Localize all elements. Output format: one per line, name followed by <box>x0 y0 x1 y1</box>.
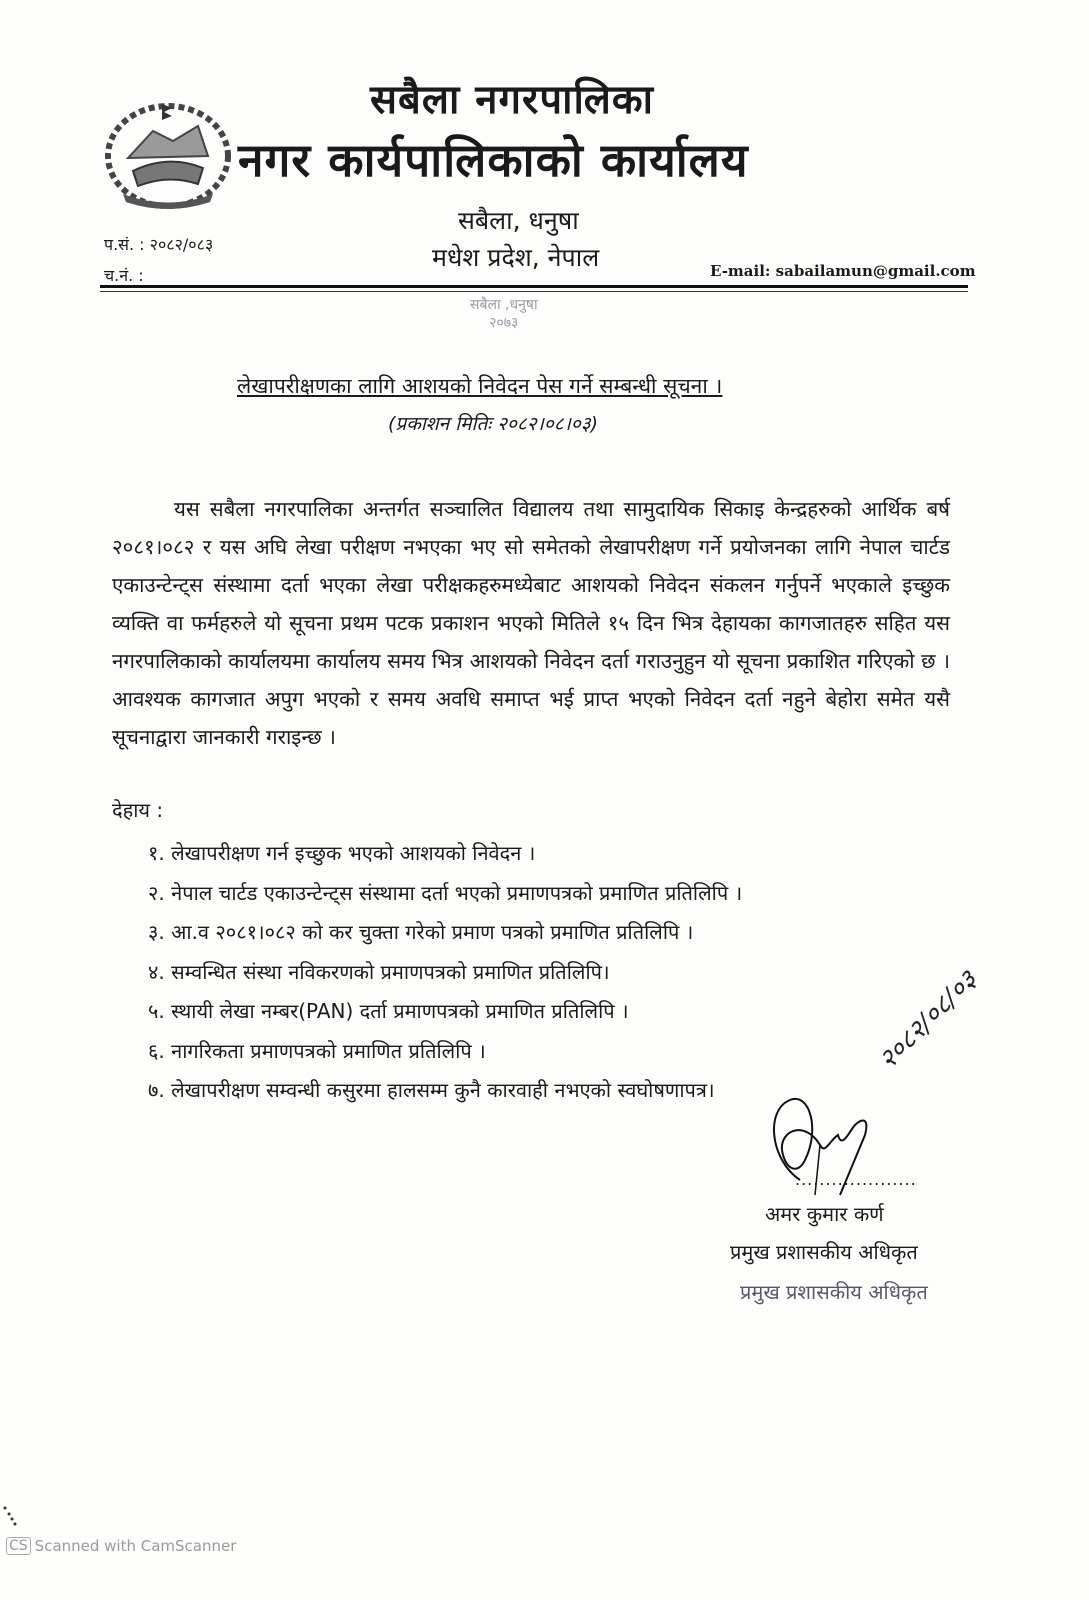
notice-title: लेखापरीक्षणका लागि आशयको निवेदन पेस गर्ने सम्बन्धी सूचना । <box>237 374 723 398</box>
annex-list <box>148 834 742 1111</box>
publication-date: (प्रकाशन मितिः २०८२।०८।०३) <box>388 413 599 435</box>
header-divider-thin <box>100 291 968 292</box>
email-address: E-mail: sabailamun@gmail.com <box>710 262 976 280</box>
office-stamp <box>470 296 538 332</box>
notice-body: यस सबैला नगरपालिका अन्तर्गत सञ्चालित विद्यालय तथा सामुदायिक सिकाइ केन्द्रहरुको आर्थिक बर्ष २०८१।०८२ र यस अघि लेखा परीक्षण नभएका भए सो समेतको लेखापरीक्षण गर्ने प्रयोजनका लागि नेपाल चार्टड एकाउन्टेन्ट्स संस्थामा दर्ता भएका लेखा परीक्षकहरुमध्येबाट आशयको निवेदन संकलन गर्नुपर्ने भएकाले इच्छुक व्यक्ति वा फर्महरुले यो सूचना प्रथम पटक प्रकाशन भएको मितिले १५ दिन भित्र देहायका कागजातहरु सहित यस नगरपालिकाको कार्यालयमा कार्यालय समय भित्र आशयको निवेदन दर्ता गराउनुहुन यो सूचना प्रकाशित गरिएको छ । आवश्यक कागजात अपुग भएको र समय अवधि समाप्त भई प्राप्त भएको निवेदन दर्ता नहुने बेहोरा समेत यसै सूचनाद्वारा जानकारी गराइन्छ । <box>112 497 950 749</box>
address-line-2: मधेश प्रदेश, नेपाल <box>432 243 600 272</box>
dispatch-number: च.नं. : <box>104 266 144 285</box>
annex-label: देहाय : <box>112 798 164 822</box>
signatory-name: अमर कुमार कर्ण <box>765 1202 884 1226</box>
signatory-designation: प्रमुख प्रशासकीय अधिकृत <box>730 1240 918 1264</box>
camscanner-watermark <box>6 1537 236 1555</box>
signature-line: .................... <box>795 1170 917 1189</box>
annex-item: ७. लेखापरीक्षण सम्वन्धी कसुरमा हालसम्म कुनै कारवाही नभएको स्वघोषणापत्र। <box>148 1078 715 1102</box>
nepal-emblem-icon <box>98 96 238 214</box>
annex-item: ३. आ.व २०८१।०८२ को कर चुक्ता गरेको प्रमाण पत्रको प्रमाणित प्रतिलिपि । <box>148 920 694 944</box>
designation-stamp: प्रमुख प्रशासकीय अधिकृत <box>740 1280 928 1304</box>
watermark-text: Scanned with CamScanner <box>34 1537 237 1555</box>
stamp-line-2: २०७३ <box>489 315 519 331</box>
municipality-name: सबैला नगरपालिका <box>370 77 655 123</box>
annex-item: २. नेपाल चार्टड एकाउन्टेन्ट्स संस्थामा दर्ता भएको प्रमाणपत्रको प्रमाणित प्रतिलिपि । <box>148 880 743 905</box>
address-line-1: सबैला, धनुषा <box>458 206 579 235</box>
header-divider <box>100 285 968 288</box>
reference-number: प.सं. : २०८२/०८३ <box>104 235 214 254</box>
annex-item: ६. नागरिकता प्रमाणपत्रको प्रमाणित प्रतिलिपि । <box>148 1038 486 1063</box>
stamp-line-1: सबैला ,धनुषा <box>470 297 538 313</box>
office-name: नगर कार्यपालिकाको कार्यालय <box>238 133 749 187</box>
corner-mark-icon <box>2 1500 32 1540</box>
annex-item: ५. स्थायी लेखा नम्बर(PAN) दर्ता प्रमाणपत्रको प्रमाणित प्रतिलिपि । <box>148 999 629 1023</box>
handwritten-date: २०८२/०८/०३ <box>873 965 984 1076</box>
camscanner-logo-icon: CS <box>6 1537 31 1555</box>
annex-item: ४. सम्वन्धित संस्था नविकरणको प्रमाणपत्रको प्रमाणित प्रतिलिपि। <box>148 959 610 984</box>
annex-item: १. लेखापरीक्षण गर्न इच्छुक भएको आशयको निवेदन । <box>148 841 536 865</box>
